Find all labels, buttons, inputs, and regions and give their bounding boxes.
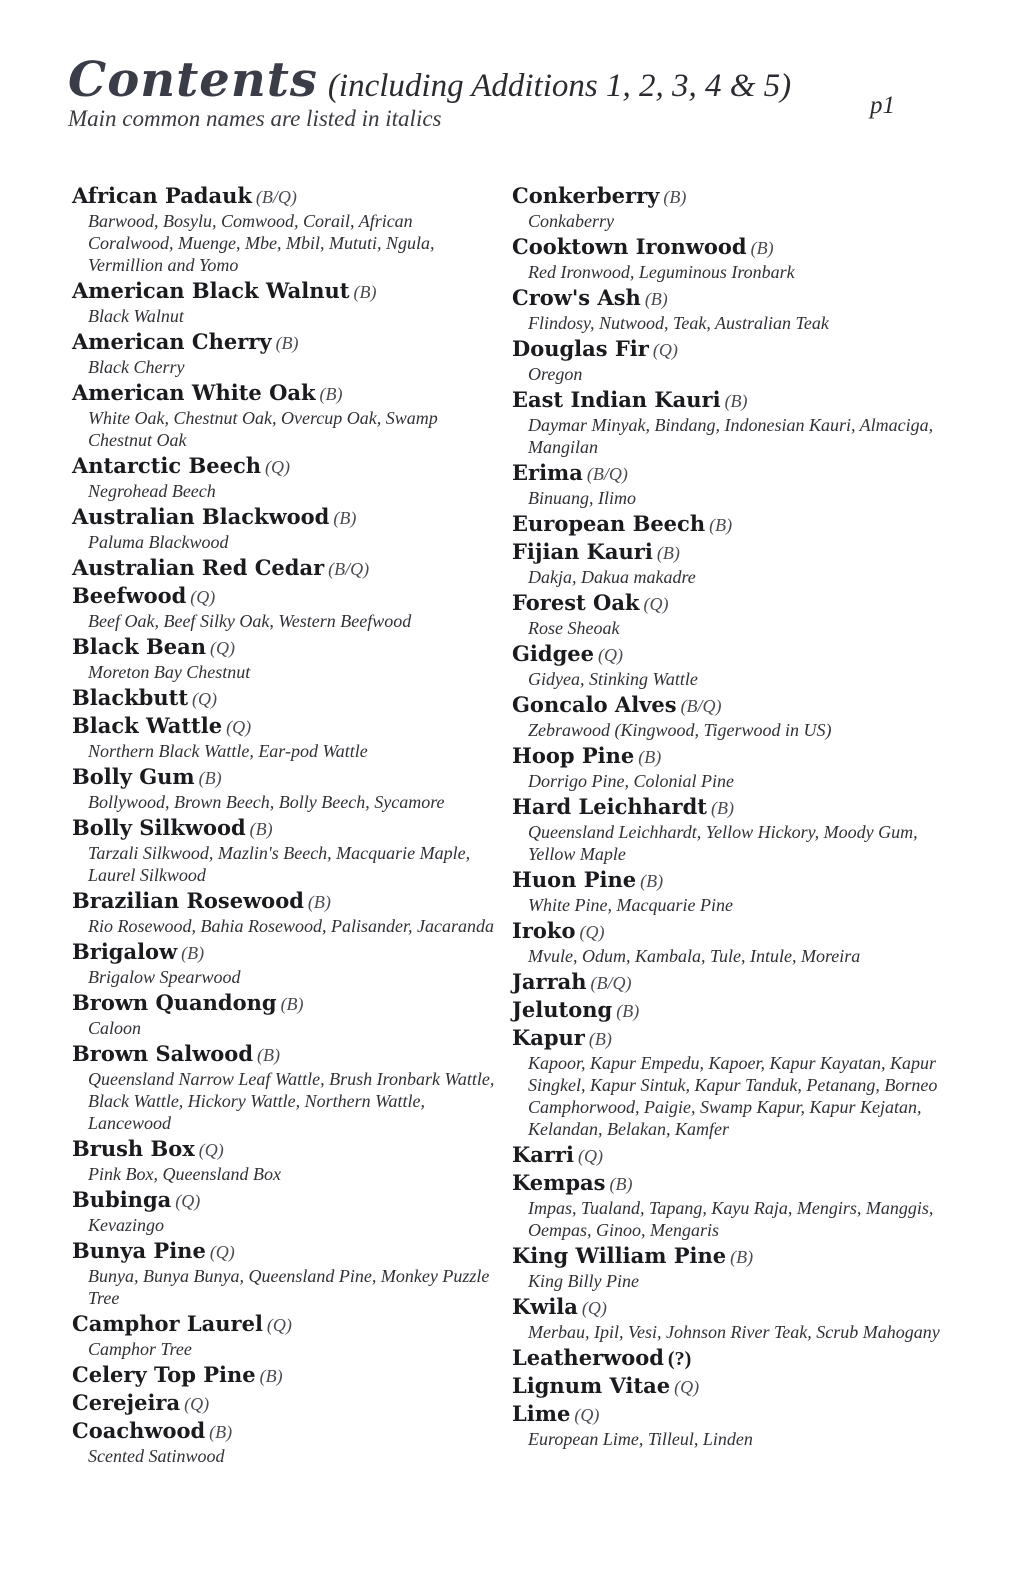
- timber-name: Cooktown Ironwood: [512, 234, 747, 259]
- alternative-names: Bollywood, Brown Beech, Bolly Beech, Sycamore: [88, 792, 445, 812]
- timber-code: (B): [640, 871, 664, 891]
- contents-entry: [72, 633, 502, 683]
- entry-heading: [72, 938, 502, 966]
- entry-heading: [512, 1400, 952, 1428]
- alternative-names: Gidyea, Stinking Wattle: [528, 669, 698, 689]
- alternative-names: Kevazingo: [88, 1215, 164, 1235]
- alternative-names: Beef Oak, Beef Silky Oak, Western Beefwood: [88, 611, 412, 631]
- contents-entry: [72, 814, 502, 886]
- timber-name: Bolly Silkwood: [72, 815, 246, 840]
- entry-heading: [72, 814, 502, 842]
- entry-heading: [72, 452, 502, 480]
- alternative-names: Binuang, Ilimo: [528, 488, 636, 508]
- timber-name: American Black Walnut: [72, 278, 350, 303]
- timber-code: (B): [353, 282, 377, 302]
- timber-name: Brush Box: [72, 1136, 195, 1161]
- timber-code: (B): [319, 384, 343, 404]
- alternative-names: Bunya, Bunya Bunya, Queensland Pine, Monkey Puzzle Tree: [88, 1266, 490, 1308]
- contents-entry: [72, 938, 502, 988]
- alternative-names: King Billy Pine: [528, 1271, 639, 1291]
- contents-entry: [72, 182, 502, 276]
- entry-heading: [512, 640, 952, 668]
- timber-code: (Q): [652, 340, 678, 360]
- entry-heading: [72, 582, 502, 610]
- entry-heading: [72, 503, 502, 531]
- timber-name: Blackbutt: [72, 685, 189, 710]
- timber-code: (B): [198, 768, 222, 788]
- alternative-names: Rose Sheoak: [528, 618, 620, 638]
- entry-heading: [512, 1169, 952, 1197]
- timber-code: (B): [333, 508, 357, 528]
- contents-entry: [512, 640, 952, 690]
- alternative-names: Black Walnut: [88, 306, 184, 326]
- alternative-names: Impas, Tualand, Tapang, Kayu Raja, Mengirs, Manggis, Oempas, Ginoo, Mengaris: [528, 1198, 934, 1240]
- timber-name: East Indian Kauri: [512, 387, 721, 412]
- entry-heading: [72, 1186, 502, 1214]
- page-title: Contents: [68, 52, 318, 108]
- timber-name: American White Oak: [72, 380, 316, 405]
- timber-code: (B): [259, 1366, 283, 1386]
- entry-heading: [512, 742, 952, 770]
- entry-heading: [72, 1361, 502, 1389]
- alternative-names: Flindosy, Nutwood, Teak, Australian Teak: [528, 313, 829, 333]
- page-number: p1: [870, 92, 895, 119]
- alternative-names: Kapoor, Kapur Empedu, Kapoer, Kapur Kayatan, Kapur Singkel, Kapur Sintuk, Kapur Tanduk, Petanang, Borneo Camphorwood, Paigie, Swamp Kapur, Kapur Kejatan, Kelandan, Belakan, Kamfer: [528, 1053, 938, 1139]
- contents-entry: [512, 1024, 952, 1140]
- entry-heading: [512, 459, 952, 487]
- timber-name: Kwila: [512, 1294, 578, 1319]
- contents-entry: [72, 1186, 502, 1236]
- contents-entry: [72, 712, 502, 762]
- contents-entry: [512, 742, 952, 792]
- entry-heading: [72, 763, 502, 791]
- entry-heading: [512, 1293, 952, 1321]
- alternative-names: Northern Black Wattle, Ear-pod Wattle: [88, 741, 368, 761]
- timber-code: (Q): [175, 1191, 201, 1211]
- contents-entry: [512, 182, 952, 232]
- timber-name: Iroko: [512, 918, 576, 943]
- timber-code: (Q): [209, 1242, 235, 1262]
- contents-entry: [512, 335, 952, 385]
- timber-name: Australian Red Cedar: [72, 555, 325, 580]
- entry-heading: [512, 182, 952, 210]
- entry-heading: [512, 866, 952, 894]
- title-line: [68, 52, 948, 108]
- timber-name: Lignum Vitae: [512, 1373, 671, 1398]
- alternative-names: Paluma Blackwood: [88, 532, 229, 552]
- timber-name: Brown Salwood: [72, 1041, 254, 1066]
- timber-code: (B/Q): [328, 559, 370, 579]
- timber-code: (Q): [190, 587, 216, 607]
- entry-heading: [72, 1135, 502, 1163]
- timber-code: (B): [249, 819, 273, 839]
- contents-entry: [512, 968, 952, 996]
- timber-code: (B/Q): [586, 464, 628, 484]
- contents-entry: [512, 1141, 952, 1169]
- alternative-names: Zebrawood (Kingwood, Tigerwood in US): [528, 720, 832, 740]
- alternative-names: European Lime, Tilleul, Linden: [528, 1429, 753, 1449]
- entry-heading: [512, 793, 952, 821]
- contents-entry: [72, 989, 502, 1039]
- entry-heading: [72, 1237, 502, 1265]
- entry-heading: [72, 328, 502, 356]
- alternative-names: White Pine, Macquarie Pine: [528, 895, 733, 915]
- timber-code: (B): [730, 1247, 754, 1267]
- timber-code: (B): [750, 238, 774, 258]
- contents-entry: [512, 996, 952, 1024]
- timber-name: Kempas: [512, 1170, 606, 1195]
- contents-column-right: [512, 182, 952, 1451]
- timber-name: Karri: [512, 1142, 574, 1167]
- contents-entry: [72, 684, 502, 712]
- timber-name: Celery Top Pine: [72, 1362, 256, 1387]
- timber-code: (B): [638, 747, 662, 767]
- timber-code: (Q): [598, 645, 624, 665]
- timber-name: Douglas Fir: [512, 336, 649, 361]
- timber-code: (Q): [674, 1377, 700, 1397]
- timber-name: American Cherry: [72, 329, 272, 354]
- timber-name: Cerejeira: [72, 1390, 181, 1415]
- timber-code: (Q): [579, 922, 605, 942]
- alternative-names: Barwood, Bosylu, Comwood, Corail, African Coralwood, Muenge, Mbe, Mbil, Mututi, Ngula, Vermillion and Yomo: [88, 211, 435, 275]
- entry-heading: [72, 887, 502, 915]
- entry-heading: [72, 684, 502, 712]
- alternative-names: Scented Satinwood: [88, 1446, 225, 1466]
- entry-heading: [72, 712, 502, 740]
- timber-code: (Q): [209, 638, 235, 658]
- timber-name: Beefwood: [72, 583, 187, 608]
- entry-heading: [512, 1344, 952, 1372]
- entry-heading: [512, 510, 952, 538]
- alternative-names: Conkaberry: [528, 211, 614, 231]
- timber-code: (Q): [577, 1146, 603, 1166]
- timber-name: Leatherwood: [512, 1345, 664, 1370]
- alternative-names: Negrohead Beech: [88, 481, 216, 501]
- contents-entry: [512, 1169, 952, 1241]
- timber-code: (B): [280, 994, 304, 1014]
- timber-name: Crow's Ash: [512, 285, 641, 310]
- timber-name: Gidgee: [512, 641, 595, 666]
- entry-heading: [512, 917, 952, 945]
- timber-name: Lime: [512, 1401, 571, 1426]
- contents-entry: [72, 328, 502, 378]
- entry-heading: [72, 1310, 502, 1338]
- timber-code: (Q): [574, 1405, 600, 1425]
- timber-code: (B): [709, 515, 733, 535]
- alternative-names: Pink Box, Queensland Box: [88, 1164, 281, 1184]
- timber-code: (B): [644, 289, 668, 309]
- title-note: (including Additions 1, 2, 3, 4 & 5): [327, 68, 792, 104]
- contents-entry: [512, 589, 952, 639]
- timber-name: Forest Oak: [512, 590, 640, 615]
- entry-heading: [512, 589, 952, 617]
- timber-name: Hard Leichhardt: [512, 794, 707, 819]
- contents-entry: [72, 1040, 502, 1134]
- entry-heading: [72, 182, 502, 210]
- timber-code: (B): [307, 892, 331, 912]
- contents-entry: [512, 1372, 952, 1400]
- timber-code: (B): [724, 391, 748, 411]
- entry-heading: [72, 989, 502, 1017]
- timber-code: (B/Q): [680, 696, 722, 716]
- timber-name: Huon Pine: [512, 867, 637, 892]
- entry-heading: [512, 1372, 952, 1400]
- timber-name: Camphor Laurel: [72, 1311, 263, 1336]
- contents-entry: [512, 284, 952, 334]
- timber-name: Fijian Kauri: [512, 539, 653, 564]
- timber-name: Conkerberry: [512, 183, 660, 208]
- timber-code: (Q): [192, 689, 218, 709]
- entry-heading: [512, 1024, 952, 1052]
- contents-entry: [512, 917, 952, 967]
- timber-name: King William Pine: [512, 1243, 727, 1268]
- timber-name: Goncalo Alves: [512, 692, 677, 717]
- contents-entry: [72, 503, 502, 553]
- contents-entry: [72, 452, 502, 502]
- contents-entry: [72, 379, 502, 451]
- timber-code: (Q): [643, 594, 669, 614]
- contents-entry: [512, 1293, 952, 1343]
- contents-entry: [512, 1400, 952, 1450]
- contents-entry: [72, 763, 502, 813]
- timber-code: (?): [667, 1348, 692, 1370]
- contents-entry: [72, 582, 502, 632]
- alternative-names: Dorrigo Pine, Colonial Pine: [528, 771, 734, 791]
- contents-entry: [512, 793, 952, 865]
- subtitle: Main common names are listed in italics: [68, 106, 442, 131]
- contents-entry: [72, 1237, 502, 1309]
- timber-code: (B): [588, 1029, 612, 1049]
- timber-name: Jelutong: [512, 997, 613, 1022]
- timber-code: (Q): [198, 1140, 224, 1160]
- entry-heading: [72, 277, 502, 305]
- entry-heading: [512, 996, 952, 1024]
- contents-entry: [512, 459, 952, 509]
- contents-entry: [72, 277, 502, 327]
- alternative-names: Camphor Tree: [88, 1339, 192, 1359]
- contents-column-left: [72, 182, 502, 1468]
- entry-heading: [72, 379, 502, 407]
- timber-name: Hoop Pine: [512, 743, 635, 768]
- contents-entry: [512, 1344, 952, 1372]
- contents-entry: [72, 1135, 502, 1185]
- alternative-names: Daymar Minyak, Bindang, Indonesian Kauri, Almaciga, Mangilan: [528, 415, 934, 457]
- alternative-names: Queensland Narrow Leaf Wattle, Brush Ironbark Wattle, Black Wattle, Hickory Wattle, Northern Wattle, Lancewood: [88, 1069, 495, 1133]
- timber-code: (B): [209, 1422, 233, 1442]
- entry-heading: [512, 538, 952, 566]
- alternative-names: Red Ironwood, Leguminous Ironbark: [528, 262, 795, 282]
- contents-entry: [72, 1310, 502, 1360]
- alternative-names: Dakja, Dakua makadre: [528, 567, 696, 587]
- contents-entry: [512, 866, 952, 916]
- alternative-names: Tarzali Silkwood, Mazlin's Beech, Macquarie Maple, Laurel Silkwood: [88, 843, 471, 885]
- entry-heading: [72, 633, 502, 661]
- alternative-names: Brigalow Spearwood: [88, 967, 241, 987]
- timber-name: European Beech: [512, 511, 706, 536]
- entry-heading: [72, 554, 502, 582]
- alternative-names: Black Cherry: [88, 357, 185, 377]
- timber-code: (Q): [184, 1394, 210, 1414]
- alternative-names: Rio Rosewood, Bahia Rosewood, Palisander, Jacaranda: [88, 916, 494, 936]
- alternative-names: Merbau, Ipil, Vesi, Johnson River Teak, Scrub Mahogany: [528, 1322, 940, 1342]
- timber-code: (Q): [265, 457, 291, 477]
- alternative-names: Caloon: [88, 1018, 142, 1038]
- alternative-names: Oregon: [528, 364, 583, 384]
- entry-heading: [72, 1040, 502, 1068]
- entry-heading: [512, 968, 952, 996]
- contents-entry: [512, 510, 952, 538]
- timber-name: Black Bean: [72, 634, 206, 659]
- timber-name: Brown Quandong: [72, 990, 277, 1015]
- timber-name: Jarrah: [512, 969, 587, 994]
- timber-code: (B): [663, 187, 687, 207]
- alternative-names: Mvule, Odum, Kambala, Tule, Intule, Moreira: [528, 946, 861, 966]
- entry-heading: [512, 1141, 952, 1169]
- entry-heading: [72, 1417, 502, 1445]
- timber-code: (B): [711, 798, 734, 818]
- alternative-names: Moreton Bay Chestnut: [88, 662, 251, 682]
- page-header: [68, 52, 948, 132]
- alternative-names: Queensland Leichhardt, Yellow Hickory, Moody Gum, Yellow Maple: [528, 822, 918, 864]
- timber-name: African Padauk: [72, 183, 252, 208]
- entry-heading: [512, 335, 952, 363]
- contents-entry: [72, 1389, 502, 1417]
- timber-name: Australian Blackwood: [72, 504, 330, 529]
- timber-code: (Q): [226, 717, 252, 737]
- contents-entry: [512, 233, 952, 283]
- entry-heading: [512, 1242, 952, 1270]
- entry-heading: [512, 233, 952, 261]
- entry-heading: [512, 691, 952, 719]
- timber-code: (B): [616, 1001, 640, 1021]
- timber-code: (B): [609, 1174, 633, 1194]
- timber-name: Erima: [512, 460, 583, 485]
- contents-entry: [512, 691, 952, 741]
- timber-code: (Q): [581, 1298, 607, 1318]
- contents-entry: [72, 1361, 502, 1389]
- contents-entry: [72, 1417, 502, 1467]
- contents-entry: [512, 1242, 952, 1292]
- timber-name: Bubinga: [72, 1187, 172, 1212]
- timber-name: Antarctic Beech: [72, 453, 262, 478]
- timber-code: (B): [275, 333, 299, 353]
- timber-code: (B/Q): [590, 973, 632, 993]
- timber-name: Kapur: [512, 1025, 585, 1050]
- timber-name: Brigalow: [72, 939, 178, 964]
- timber-name: Black Wattle: [72, 713, 223, 738]
- timber-name: Brazilian Rosewood: [72, 888, 304, 913]
- timber-code: (B): [257, 1045, 280, 1065]
- entry-heading: [512, 386, 952, 414]
- timber-name: Bunya Pine: [72, 1238, 206, 1263]
- entry-heading: [72, 1389, 502, 1417]
- contents-entry: [512, 386, 952, 458]
- entry-heading: [512, 284, 952, 312]
- timber-code: (B/Q): [255, 187, 297, 207]
- contents-entry: [72, 887, 502, 937]
- timber-name: Bolly Gum: [72, 764, 195, 789]
- contents-entry: [72, 554, 502, 582]
- alternative-names: White Oak, Chestnut Oak, Overcup Oak, Swamp Chestnut Oak: [88, 408, 438, 450]
- timber-code: (B): [181, 943, 205, 963]
- timber-name: Coachwood: [72, 1418, 206, 1443]
- timber-code: (Q): [266, 1315, 292, 1335]
- contents-entry: [512, 538, 952, 588]
- timber-code: (B): [656, 543, 680, 563]
